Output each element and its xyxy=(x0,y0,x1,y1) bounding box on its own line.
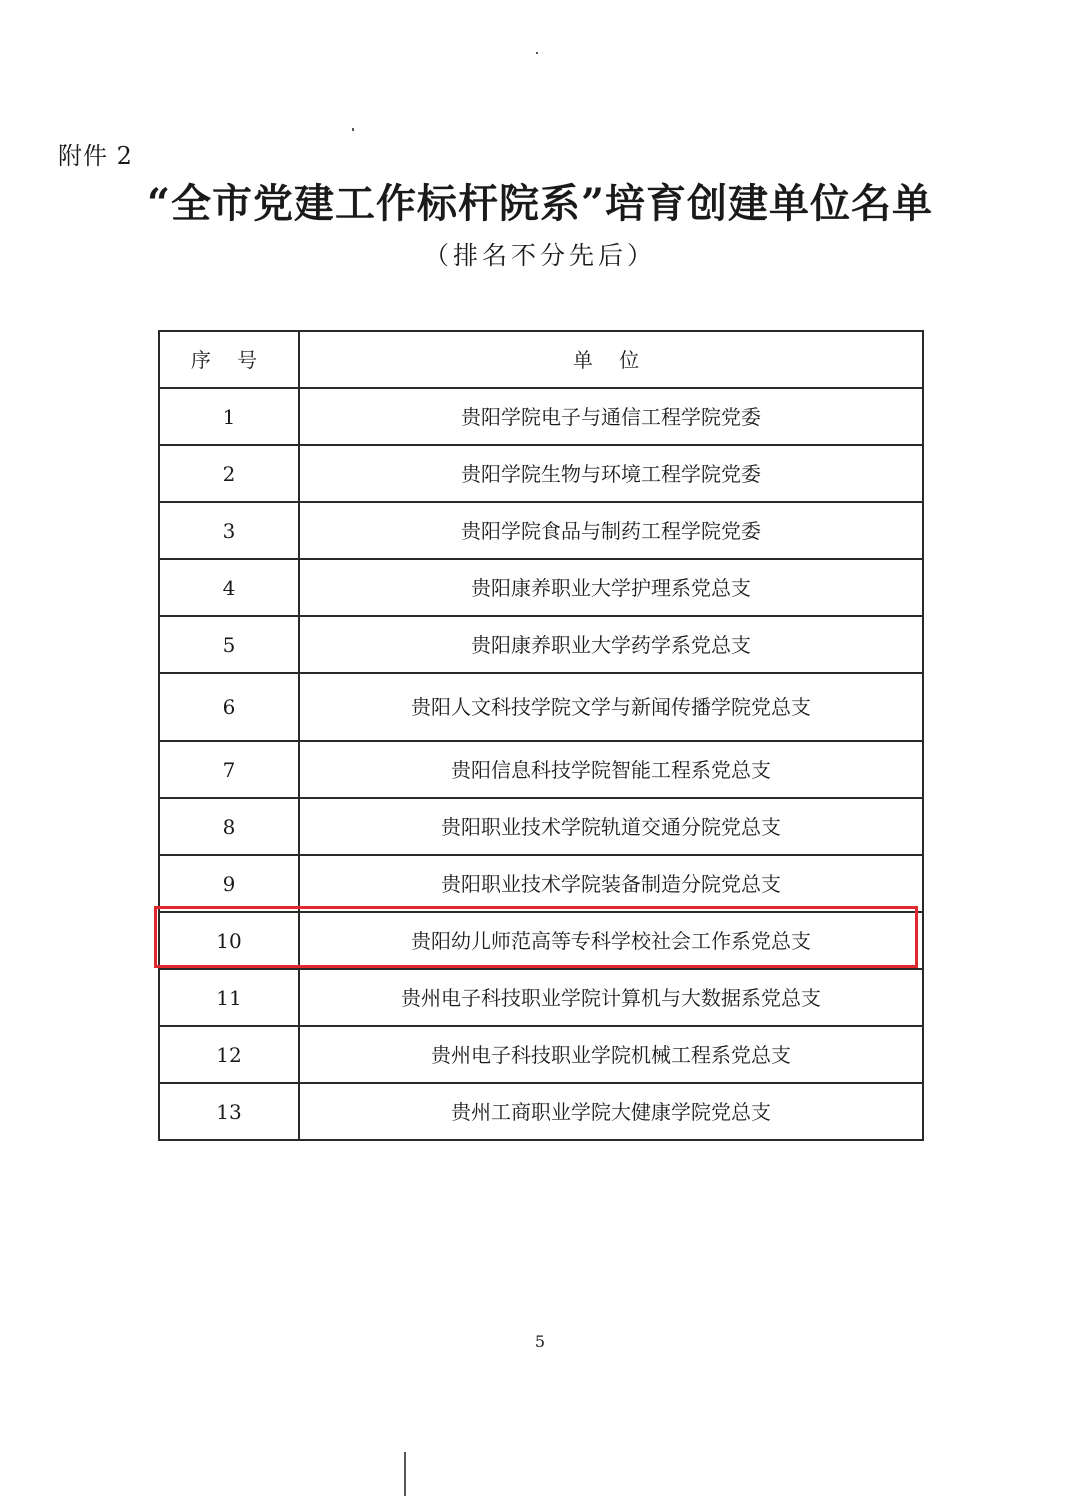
table-row xyxy=(159,388,923,445)
scan-mark xyxy=(404,1452,406,1496)
row-unit: 贵阳幼儿师范高等专科学校社会工作系党总支 xyxy=(299,912,923,969)
row-unit: 贵阳学院食品与制药工程学院党委 xyxy=(299,502,923,559)
row-unit: 贵州电子科技职业学院机械工程系党总支 xyxy=(299,1026,923,1083)
row-number: 7 xyxy=(159,741,299,798)
table-row xyxy=(159,616,923,673)
row-unit: 贵阳职业技术学院轨道交通分院党总支 xyxy=(299,798,923,855)
row-number: 8 xyxy=(159,798,299,855)
row-number: 5 xyxy=(159,616,299,673)
table-row-highlighted xyxy=(159,912,923,969)
row-number: 2 xyxy=(159,445,299,502)
row-unit: 贵阳康养职业大学护理系党总支 xyxy=(299,559,923,616)
row-number: 9 xyxy=(159,855,299,912)
table-row xyxy=(159,741,923,798)
row-number: 3 xyxy=(159,502,299,559)
row-number: 13 xyxy=(159,1083,299,1140)
scan-mark xyxy=(536,52,538,54)
row-number: 6 xyxy=(159,673,299,741)
scan-mark xyxy=(352,128,354,131)
row-unit: 贵阳康养职业大学药学系党总支 xyxy=(299,616,923,673)
table-row xyxy=(159,798,923,855)
table-row xyxy=(159,559,923,616)
row-number: 1 xyxy=(159,388,299,445)
document-title: “全市党建工作标杆院系”培育创建单位名单 xyxy=(146,180,933,227)
attachment-label: 附件 2 xyxy=(58,142,133,170)
row-unit: 贵阳学院生物与环境工程学院党委 xyxy=(299,445,923,502)
table-row xyxy=(159,969,923,1026)
table-header-row xyxy=(159,331,923,388)
page-number: 5 xyxy=(534,1332,546,1351)
table-row xyxy=(159,1026,923,1083)
table-row xyxy=(159,502,923,559)
document-subtitle: （排名不分先后） xyxy=(423,241,656,270)
row-unit: 贵阳学院电子与通信工程学院党委 xyxy=(299,388,923,445)
row-unit: 贵州电子科技职业学院计算机与大数据系党总支 xyxy=(299,969,923,1026)
row-number: 11 xyxy=(159,969,299,1026)
table-row xyxy=(159,445,923,502)
row-unit: 贵州工商职业学院大健康学院党总支 xyxy=(299,1083,923,1140)
table-row xyxy=(159,855,923,912)
row-unit: 贵阳职业技术学院装备制造分院党总支 xyxy=(299,855,923,912)
row-number: 4 xyxy=(159,559,299,616)
row-unit: 贵阳信息科技学院智能工程系党总支 xyxy=(299,741,923,798)
column-header-number: 序 号 xyxy=(159,331,299,388)
table-row xyxy=(159,673,923,741)
row-number: 10 xyxy=(159,912,299,969)
unit-list-table xyxy=(158,330,924,1141)
column-header-unit: 单 位 xyxy=(299,331,923,388)
table-row xyxy=(159,1083,923,1140)
row-number: 12 xyxy=(159,1026,299,1083)
row-unit: 贵阳人文科技学院文学与新闻传播学院党总支 xyxy=(299,673,923,741)
